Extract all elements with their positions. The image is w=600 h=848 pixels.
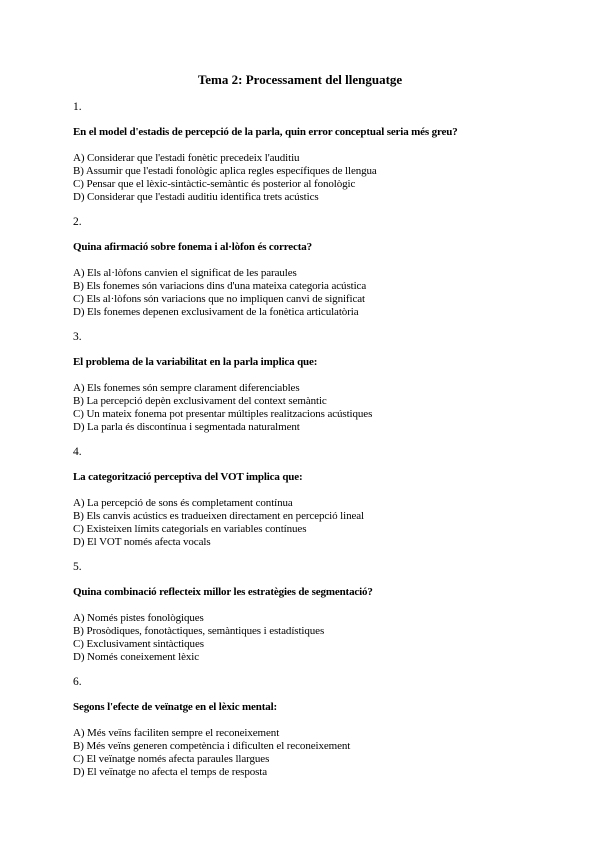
options-list <box>73 727 543 779</box>
question-5 <box>73 560 543 664</box>
option-d: D) Els fonemes depenen exclusivament de la fonètica articulatòria <box>73 306 359 318</box>
question-4 <box>73 445 543 549</box>
question-text: La categorització perceptiva del VOT implica que: <box>73 471 303 483</box>
option-a: A) Més veïns faciliten sempre el reconeixement <box>73 727 280 739</box>
options-list <box>73 267 543 319</box>
option-a: A) La percepció de sons és completament contínua <box>73 497 293 509</box>
option-b: B) Més veïns generen competència i dificulten el reconeixement <box>73 740 351 752</box>
question-number: 1. <box>73 101 82 113</box>
option-d: D) El VOT només afecta vocals <box>73 536 211 548</box>
option-a: A) Només pistes fonològiques <box>73 612 204 624</box>
question-text: El problema de la variabilitat en la parla implica que: <box>73 356 318 368</box>
option-d: D) La parla és discontínua i segmentada naturalment <box>73 421 300 433</box>
option-c: C) Exclusivament sintàctiques <box>73 638 204 650</box>
options-list <box>73 152 543 204</box>
question-number: 6. <box>73 676 82 688</box>
document-title: Tema 2: Processament del llenguatge <box>197 72 403 87</box>
question-6 <box>73 675 543 779</box>
question-2 <box>73 215 543 319</box>
option-b: B) Prosòdiques, fonotàctiques, semàntiques i estadístiques <box>73 625 325 637</box>
question-text: Quina combinació reflecteix millor les estratègies de segmentació? <box>73 586 373 598</box>
question-text: Segons l'efecte de veïnatge en el lèxic mental: <box>73 701 278 713</box>
option-d: D) Només coneixement lèxic <box>73 651 199 663</box>
options-list <box>73 497 543 549</box>
question-text: Quina afirmació sobre fonema i al·lòfon és correcta? <box>73 241 312 253</box>
question-number: 4. <box>73 446 82 458</box>
option-b: B) Assumir que l'estadi fonològic aplica regles específiques de llengua <box>73 165 377 177</box>
option-c: C) Pensar que el lèxic-sintàctic-semàntic és posterior al fonològic <box>73 178 356 190</box>
question-3 <box>73 330 543 434</box>
option-d: D) El veïnatge no afecta el temps de resposta <box>73 766 268 778</box>
option-b: B) Els fonemes són variacions dins d'una mateixa categoria acústica <box>73 280 367 292</box>
option-c: C) Els al·lòfons són variacions que no impliquen canvi de significat <box>73 293 365 305</box>
question-text: En el model d'estadis de percepció de la parla, quin error conceptual seria més greu? <box>73 126 458 138</box>
option-c: C) El veïnatge només afecta paraules llargues <box>73 753 270 765</box>
option-a: A) Considerar que l'estadi fonètic precedeix l'auditiu <box>73 152 300 164</box>
question-number: 2. <box>73 216 82 228</box>
option-b: B) Els canvis acústics es tradueixen directament en percepció lineal <box>73 510 364 522</box>
option-c: C) Un mateix fonema pot presentar múltiples realitzacions acústiques <box>73 408 373 420</box>
question-number: 3. <box>73 331 82 343</box>
options-list <box>73 612 543 664</box>
option-b: B) La percepció depèn exclusivament del context semàntic <box>73 395 327 407</box>
option-d: D) Considerar que l'estadi auditiu identifica trets acústics <box>73 191 319 203</box>
options-list <box>73 382 543 434</box>
question-1 <box>73 100 543 204</box>
question-number: 5. <box>73 561 82 573</box>
option-c: C) Existeixen límits categorials en variables contínues <box>73 523 307 535</box>
option-a: A) Els fonemes són sempre clarament diferenciables <box>73 382 300 394</box>
option-a: A) Els al·lòfons canvien el significat de les paraules <box>73 267 297 279</box>
